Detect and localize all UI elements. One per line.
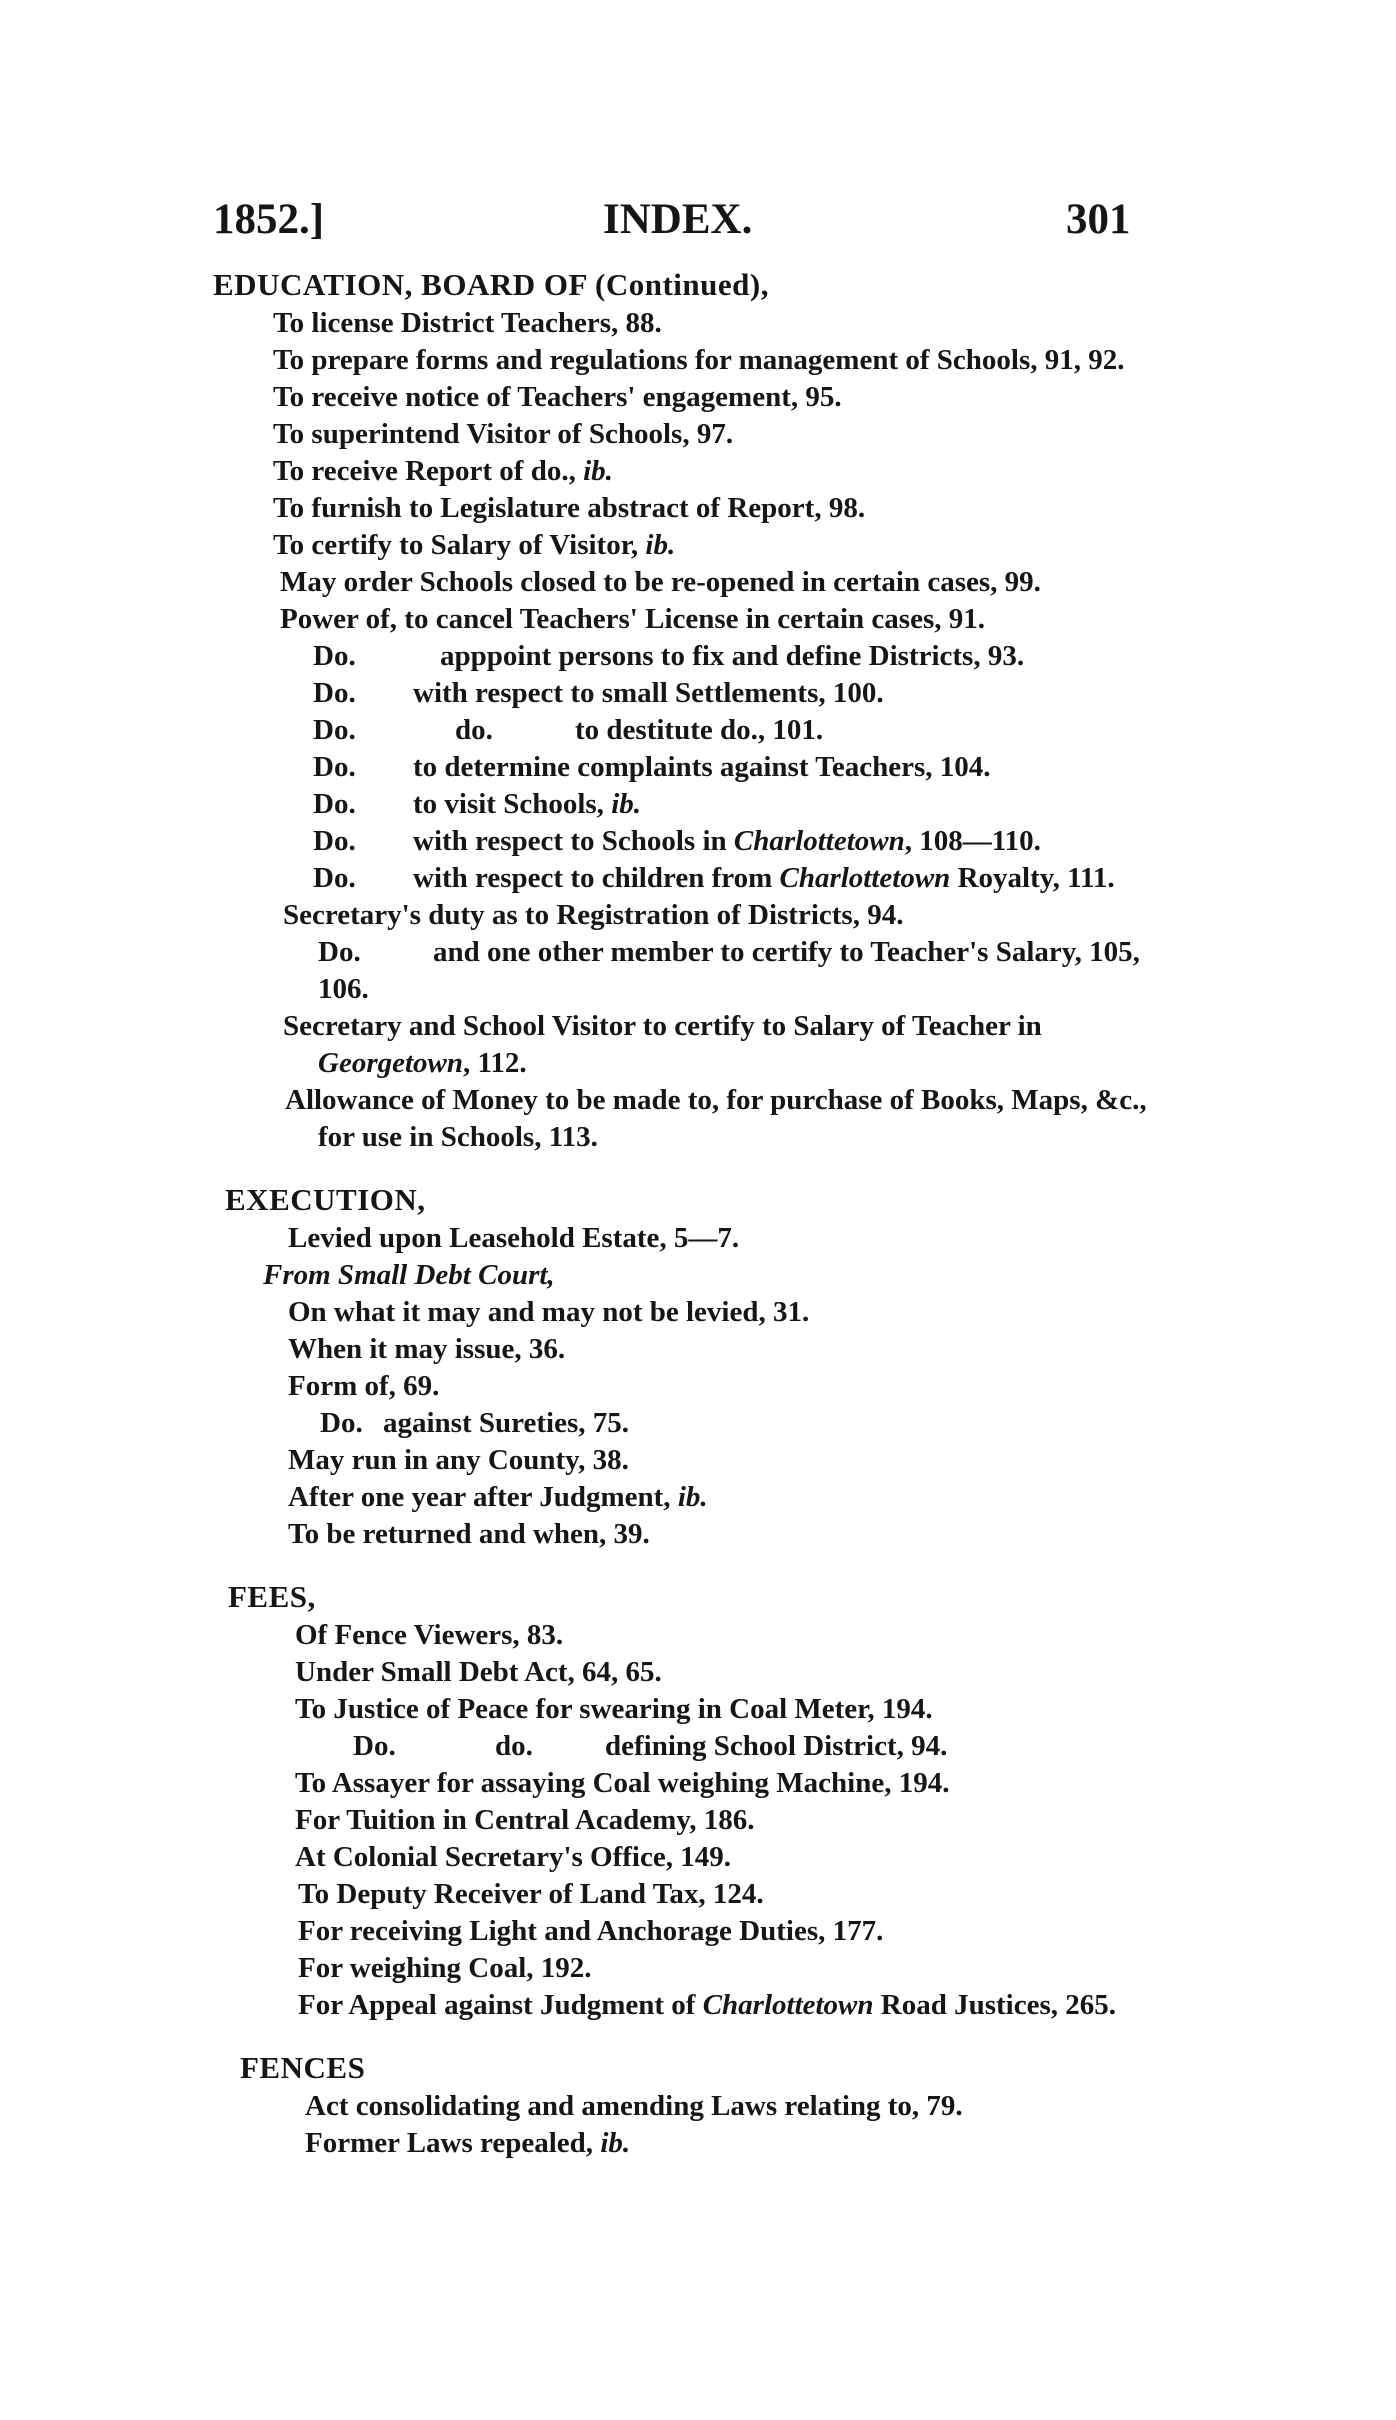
index-entry: Power of, to cancel Teachers' License in certain cases, 91. [280,603,985,635]
entry-text: with respect to children from [413,862,780,894]
index-entry: Secretary and School Visitor to certify to Salary of Teacher in [283,1010,1042,1042]
index-entry: Form of, 69. [288,1370,440,1402]
ditto-mark: Do. [313,677,356,709]
ditto-mark: Do. [313,862,356,894]
header-page-number: 301 [1066,196,1131,243]
index-entry: To license District Teachers, 88. [273,307,662,339]
index-entry: Secretary's duty as to Registration of Districts, 94. [283,899,904,931]
index-entry [413,787,641,821]
entry-italic: Charlottetown [733,825,905,857]
entry-text: Royalty, 111. [950,862,1115,894]
entry-text: with respect to Schools in [413,825,734,857]
entry-text: To certify to Salary of Visitor, [273,529,646,561]
ditto-mark: Do. [313,640,356,672]
entry-text: After one year after Judgment, [288,1481,678,1513]
index-entry: To Assayer for assaying Coal weighing Machine, 194. [295,1767,950,1799]
index-entry [273,454,613,488]
section-heading-fences: FENCES [240,2050,366,2085]
index-entry: against Sureties, 75. [383,1407,629,1439]
section-heading-fees: FEES, [228,1579,316,1614]
index-entry: with respect to small Settlements, 100. [413,677,884,709]
entry-text: Road Justices, 265. [873,1989,1117,2021]
entry-text: For Appeal against Judgment of [298,1989,703,2021]
header-year: 1852.] [213,196,325,243]
index-entry: Of Fence Viewers, 83. [295,1619,564,1651]
entry-text: , 108—110. [904,825,1041,857]
ditto-mark: do. [495,1730,533,1762]
entry-text: , 112. [463,1047,527,1079]
entry-italic: Charlottetown [779,862,951,894]
index-entry: To superintend Visitor of Schools, 97. [273,418,734,450]
ditto-mark: Do. [318,936,361,968]
entry-text: To receive Report of do., [273,455,584,487]
index-entry: To furnish to Legislature abstract of Report, 98. [273,492,866,524]
index-entry: When it may issue, 36. [288,1333,566,1365]
ditto-mark: Do. [313,714,356,746]
index-entry: May run in any County, 38. [288,1444,629,1476]
entry-italic: ib. [583,455,613,487]
section-heading-execution: EXECUTION, [225,1182,426,1217]
index-entry [298,1988,1116,2022]
entry-italic: Georgetown [318,1047,463,1079]
section-heading-education: EDUCATION, BOARD OF (Continued), [213,267,769,302]
ditto-mark: Do. [313,788,356,820]
entry-italic: ib. [645,529,676,561]
index-entry: Levied upon Leasehold Estate, 5—7. [288,1222,740,1254]
index-entry: and one other member to certify to Teacher's Salary, 105, [433,936,1140,968]
index-entry: At Colonial Secretary's Office, 149. [295,1841,731,1873]
index-subheading [263,1258,555,1292]
entry-italic: Charlottetown [702,1989,874,2021]
header-title: INDEX. [603,196,753,243]
index-entry: To be returned and when, 39. [288,1518,650,1550]
ditto-mark: Do. [313,751,356,783]
index-entry: On what it may and may not be levied, 31. [288,1296,810,1328]
index-entry: for use in Schools, 113. [318,1121,598,1153]
index-entry [273,528,675,562]
index-entry: For weighing Coal, 192. [298,1952,592,1984]
entry-italic: ib. [611,788,641,820]
index-entry: May order Schools closed to be re-opened in certain cases, 99. [280,566,1041,598]
ditto-mark: Do. [320,1407,363,1439]
ditto-mark: Do. [313,825,356,857]
index-entry: For receiving Light and Anchorage Duties, 177. [298,1915,884,1947]
index-entry: 106. [318,973,369,1005]
index-entry: defining School District, 94. [605,1730,948,1762]
entry-italic: ib. [600,2127,631,2159]
entry-italic: ib. [677,1481,708,1513]
index-entry [305,2126,630,2160]
index-entry [318,1046,527,1080]
index-entry [288,1480,708,1514]
entry-text: Former Laws repealed, [305,2127,601,2159]
entry-text: to visit Schools, [413,788,612,820]
index-entry: Under Small Debt Act, 64, 65. [295,1656,662,1688]
index-entry [413,824,1041,858]
index-entry: to destitute do., 101. [575,714,824,746]
index-entry: To receive notice of Teachers' engagement, 95. [273,381,842,413]
index-entry: Act consolidating and amending Laws relating to, 79. [305,2090,963,2122]
ditto-mark: Do. [353,1730,396,1762]
index-entry: To prepare forms and regulations for management of Schools, 91, 92. [273,344,1125,376]
index-entry: Allowance of Money to be made to, for purchase of Books, Maps, &c., [285,1084,1147,1116]
entry-italic: From Small Debt Court, [263,1259,555,1291]
index-entry: For Tuition in Central Academy, 186. [295,1804,755,1836]
index-entry [413,861,1115,895]
index-entry: To Justice of Peace for swearing in Coal Meter, 194. [295,1693,933,1725]
ditto-mark: do. [455,714,493,746]
index-entry: To Deputy Receiver of Land Tax, 124. [298,1878,764,1910]
index-entry: apppoint persons to fix and define Districts, 93. [440,640,1025,672]
index-entry: to determine complaints against Teachers, 104. [413,751,991,783]
